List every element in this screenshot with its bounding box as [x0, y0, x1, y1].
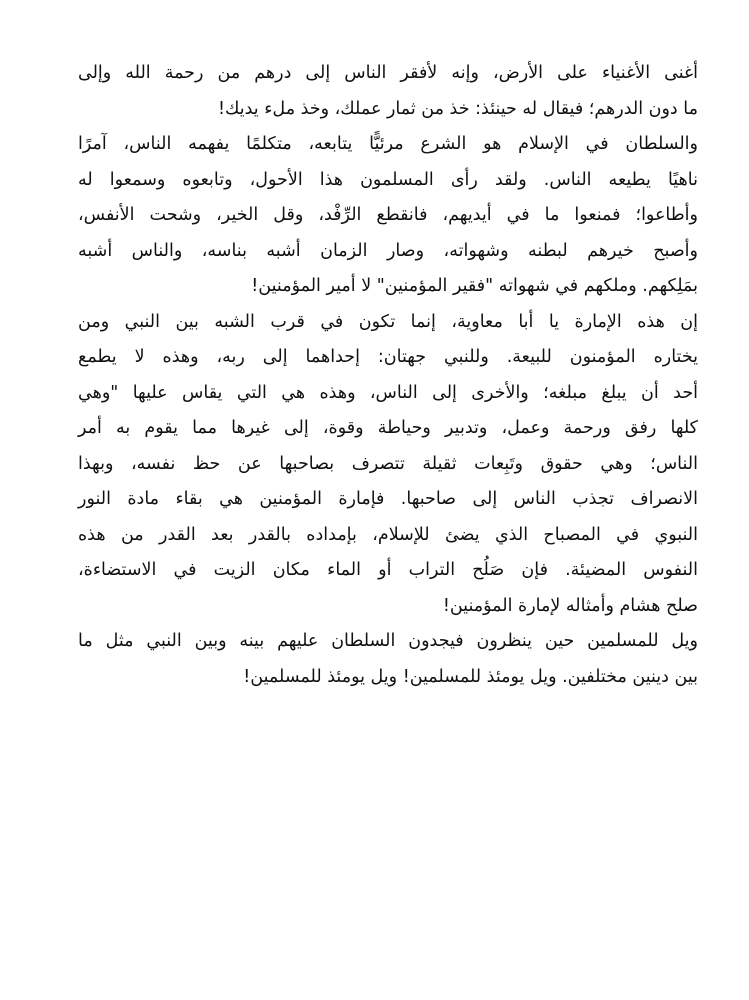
text-line: أغنى الأغنياء على الأرض، وإنه لأفقر الناس إلى درهم من رحمة الله وإلى: [78, 63, 698, 83]
text-line: كلها رفق ورحمة وعمل، وتدبير وحياطة وقوة، إلى غيرها مما يقوم به أمر: [78, 418, 698, 438]
text-line: صلح هشام وأمثاله لإمارة المؤمنين!: [442, 595, 698, 616]
text-line: أحد أن يبلغ مبلغه؛ والأخرى إلى الناس، وهذه هي التي يقاس عليها "وهي: [78, 382, 698, 403]
text-line: وأصبح خيرهم لبطنه وشهواته، وصار الزمان أشبه بناسه، والناس أشبه: [78, 240, 698, 261]
text-line: النبوي في المصباح الذي يضئ للإسلام، بإمداده بالقدر بعد القدر من هذه: [78, 524, 698, 545]
text-line: والسلطان في الإسلام هو الشرع مرئيًّا يتابعه، متكلمًا يفهمه الناس، آمرًا: [78, 134, 698, 154]
text-line: بين دينين مختلفين. ويل يومئذ للمسلمين! ويل يومئذ للمسلمين!: [243, 666, 698, 687]
text-line: بمَلِكهم. وملكهم في شهواته "فقير المؤمنين" لا أمير المؤمنين!: [251, 276, 698, 296]
text-line: النفوس المضيئة. فإن صَلُح التراب أو الماء مكان الزيت في الاستضاءة،: [78, 560, 698, 580]
text-line: الانصراف تجذب الناس إلى صاحبها. فإمارة المؤمنين هي بقاء مادة النور: [78, 489, 698, 509]
text-line: ناهيًا يطيعه الناس. ولقد رأى المسلمون هذا الأحول، وتابعوه وسمعوا له: [78, 169, 698, 190]
text-line: إن هذه الإمارة يا أبا معاوية، إنما تكون في قرب الشبه بين النبي ومن: [78, 311, 698, 332]
text-line: الناس؛ وهي حقوق وتَبِعات ثقيلة تتصرف بصاحبها عن حظ نفسه، وبهذا: [78, 453, 698, 474]
document-body: [78, 56, 698, 695]
text-line: ما دون الدرهم؛ فيقال له حينئذ: خذ من ثمار عملك، وخذ ملء يديك!: [217, 98, 698, 119]
text-line: ويل للمسلمين حين ينظرون فيجدون السلطان عليهم بينه وبين النبي مثل ما: [78, 631, 698, 651]
text-line: وأطاعوا؛ فمنعوا ما في أيديهم، فانقطع الرِّفْد، وقل الخير، وشحت الأنفس،: [78, 205, 698, 225]
text-line: يختاره المؤمنون للبيعة. وللنبي جهتان: إحداهما إلى ربه، وهذه لا يطمع: [78, 347, 698, 367]
